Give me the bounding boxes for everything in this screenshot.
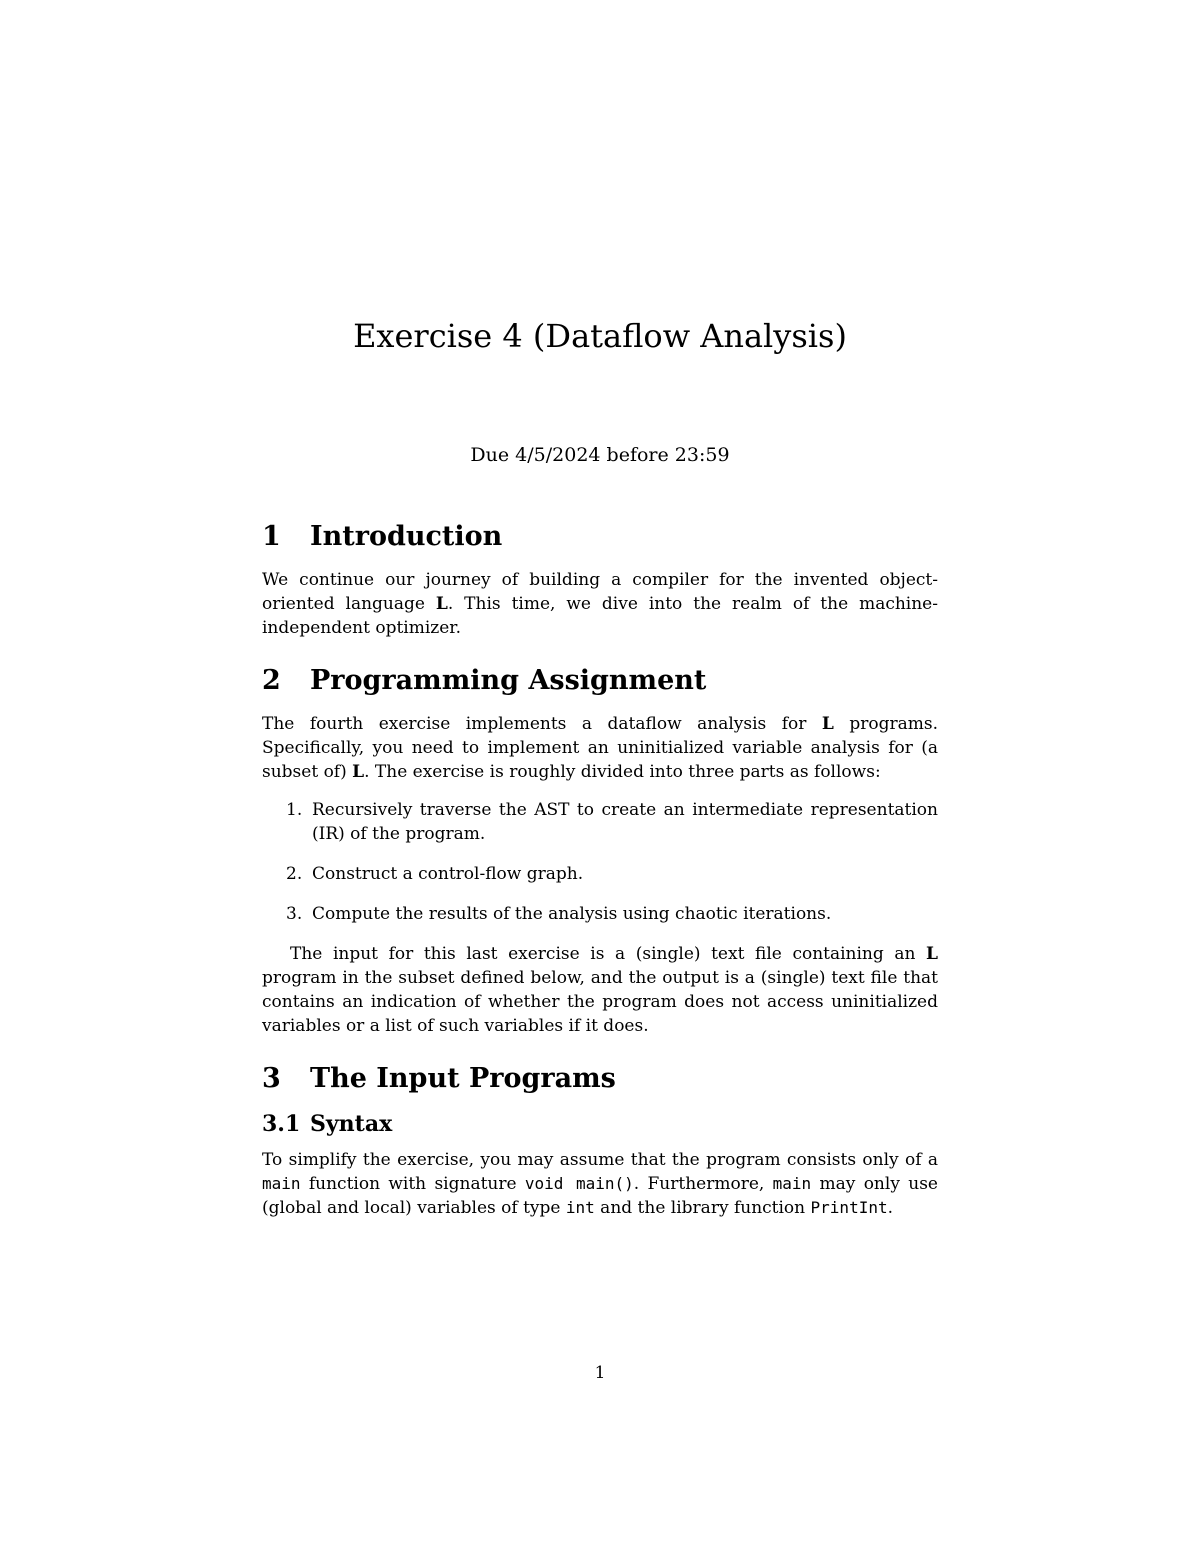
text-run: The input for this last exercise is a (single) text file containing an <box>290 944 927 964</box>
text-run: The fourth exercise implements a dataflow analysis for <box>262 714 822 734</box>
paragraph <box>262 712 938 784</box>
section-title: Introduction <box>310 521 503 552</box>
list-marker: 3. <box>286 904 303 924</box>
text-run: programs. Specifically, you need to implement an uninitialized variable analysis for (a subset of) <box>262 714 938 782</box>
text-run: . The exercise is roughly divided into three parts as follows: <box>364 762 881 782</box>
section-heading <box>262 1062 938 1096</box>
section-input-programs <box>262 1062 938 1220</box>
language-name: L <box>821 714 834 734</box>
section-programming-assignment <box>262 664 938 1038</box>
code-term: main <box>262 1174 301 1193</box>
paragraph <box>262 568 938 640</box>
code-term: PrintInt <box>810 1198 888 1217</box>
section-title: The Input Programs <box>310 1063 616 1094</box>
list-item-text: Construct a control-flow graph. <box>312 864 584 884</box>
list-item-text: Recursively traverse the AST to create an intermediate representation (IR) of the program. <box>312 800 938 844</box>
text-run: program in the subset defined below, and the output is a (single) text file that contains an indication of whether the program does not access uninitialized variables or a list of such variables if it does. <box>262 968 938 1036</box>
language-name: L <box>352 762 365 782</box>
text-run: To simplify the exercise, you may assume that the program consists only of a <box>262 1150 938 1170</box>
text-run: We continue our journey of building a compiler for the invented object-oriented language <box>262 570 938 614</box>
subsection-heading <box>262 1110 938 1138</box>
list-item <box>262 862 938 886</box>
text-run: . <box>887 1198 893 1218</box>
code-term: int <box>565 1198 595 1217</box>
language-name: L <box>435 594 448 614</box>
document-body <box>262 520 938 1244</box>
subsection-number: 3.1 <box>262 1111 301 1137</box>
section-heading <box>262 664 938 698</box>
text-run: . Furthermore, <box>633 1174 773 1194</box>
text-run: . This time, we dive into the realm of the machine-independent optimizer. <box>262 594 938 638</box>
paragraph <box>262 1148 938 1220</box>
code-term: void main() <box>524 1174 634 1193</box>
list-marker: 2. <box>286 864 303 884</box>
text-run: function with signature <box>300 1174 525 1194</box>
section-number: 1 <box>262 521 281 552</box>
section-heading <box>262 520 938 554</box>
page-number: 1 <box>594 1363 606 1383</box>
text-run: may only use (global and local) variables of type <box>262 1174 938 1218</box>
task-list <box>262 798 938 926</box>
section-number: 3 <box>262 1063 281 1094</box>
list-item-text: Compute the results of the analysis using chaotic iterations. <box>312 904 832 924</box>
section-introduction <box>262 520 938 640</box>
text-run: and the library function <box>594 1198 811 1218</box>
list-marker: 1. <box>286 800 303 820</box>
list-item <box>262 902 938 926</box>
paragraph <box>262 942 938 1038</box>
list-item <box>262 798 938 846</box>
language-name: L <box>926 944 938 964</box>
document-title: Exercise 4 (Dataflow Analysis) <box>353 317 847 355</box>
section-number: 2 <box>262 665 281 696</box>
section-title: Programming Assignment <box>310 665 707 696</box>
subsection-title: Syntax <box>310 1111 393 1137</box>
code-term: main <box>772 1174 812 1193</box>
due-date: Due 4/5/2024 before 23:59 <box>470 444 730 466</box>
